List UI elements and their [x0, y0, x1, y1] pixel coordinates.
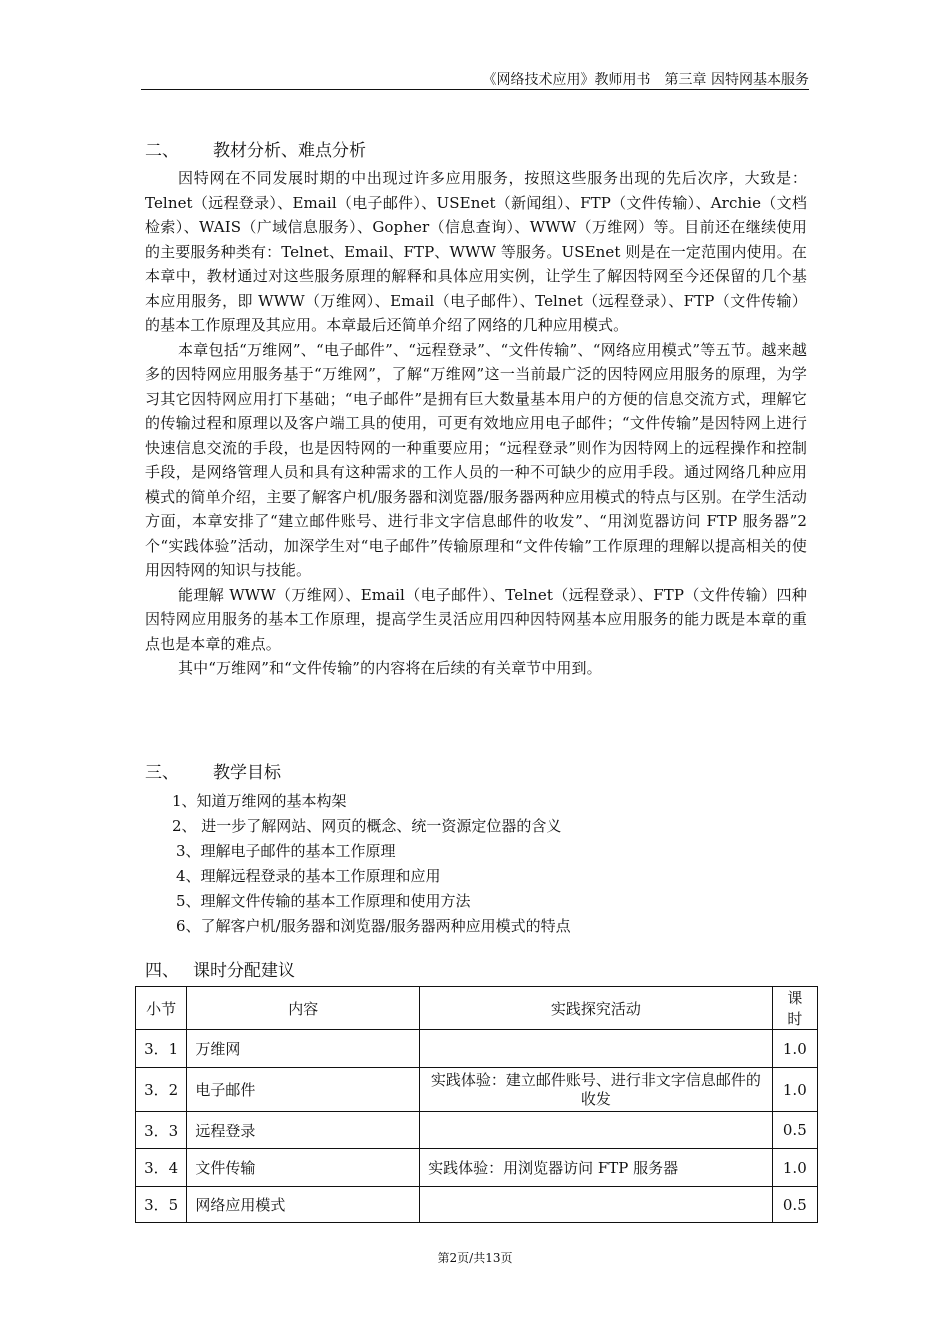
section-3-heading — [145, 761, 281, 785]
cell-content: 万维网 — [187, 1030, 420, 1068]
cell-activity — [420, 1112, 773, 1149]
section-2-body — [145, 166, 807, 681]
column-header: 课时 — [772, 987, 817, 1030]
section-4-number: 四、 — [145, 961, 179, 981]
cell-content: 文件传输 — [187, 1149, 420, 1187]
cell-activity: 实践体验：用浏览器访问 FTP 服务器 — [420, 1149, 773, 1187]
cell-activity — [420, 1187, 773, 1223]
lesson-schedule-table — [135, 986, 818, 1223]
cell-hours: 1.0 — [772, 1030, 817, 1068]
table-row — [136, 1149, 818, 1187]
cell-section: 3．1 — [136, 1030, 187, 1068]
header-rule — [141, 89, 809, 90]
section-4-title: 课时分配建议 — [193, 961, 295, 981]
cell-section: 3．2 — [136, 1068, 187, 1112]
cell-hours: 0.5 — [772, 1112, 817, 1149]
section-2-number: 二、 — [145, 141, 179, 161]
paragraph: 能理解 WWW（万维网）、Email（电子邮件）、Telnet（远程登录）、FTP（文件传输）四种因特网应用服务的基本工作原理，提高学生灵活应用四种因特网基本应用服务的能力既是本章的重点也是本章的难点。 — [145, 585, 807, 653]
cell-hours: 0.5 — [772, 1187, 817, 1223]
goals-list — [172, 789, 571, 939]
table-row — [136, 1030, 818, 1068]
list-item: 6、了解客户机/服务器和浏览器/服务器两种应用模式的特点 — [176, 917, 571, 935]
section-3-title: 教学目标 — [213, 763, 281, 783]
table-row — [136, 1187, 818, 1223]
cell-section: 3．5 — [136, 1187, 187, 1223]
cell-hours: 1.0 — [772, 1149, 817, 1187]
cell-section: 3．3 — [136, 1112, 187, 1149]
section-2-heading — [145, 139, 366, 163]
table-row — [136, 1068, 818, 1112]
list-item: 1、知道万维网的基本构架 — [172, 792, 347, 810]
paragraph: 本章包括“万维网”、“电子邮件”、“远程登录”、“文件传输”、“网络应用模式”等五节。越来越多的因特网应用服务基于“万维网”，了解“万维网”这一当前最广泛的因特网应用服务的原理，为学习其它因特网应用打下基础；“电子邮件”是拥有巨大数量基本用户的方便的信息交流方式，理解它的传输过程和原理以及客户端工具的使用，可更有效地应用电子邮件；“文件传输”是因特网上进行快速信息交流的手段，也是因特网的一种重要应用；“远程登录”则作为因特网上的远程操作和控制手段，是网络管理人员和具有这种需求的工作人员的一种不可缺少的应用手段。通过网络几种应用模式的简单介绍，主要了解客户机/服务器和浏览器/服务器两种应用模式的特点与区别。在学生活动方面，本章安排了“建立邮件账号、进行非文字信息邮件的收发”、“用浏览器访问 FTP 服务器”2 个“实践体验”活动，加深学生对“电子邮件”传输原理和“文件传输”工作原理的理解以提高相关的使用因特网的知识与技能。 — [145, 340, 807, 579]
table-row — [136, 1112, 818, 1149]
cell-hours: 1.0 — [772, 1068, 817, 1112]
cell-content: 网络应用模式 — [187, 1187, 420, 1223]
column-header: 实践探究活动 — [420, 987, 773, 1030]
cell-content: 远程登录 — [187, 1112, 420, 1149]
cell-activity — [420, 1030, 773, 1068]
list-item: 2、 进一步了解网站、网页的概念、统一资源定位器的含义 — [172, 817, 562, 835]
section-2-title: 教材分析、难点分析 — [213, 141, 366, 161]
list-item: 4、理解远程登录的基本工作原理和应用 — [176, 867, 441, 885]
cell-content: 电子邮件 — [187, 1068, 420, 1112]
running-header: 《网络技术应用》教师用书 第三章 因特网基本服务 — [482, 72, 809, 88]
section-3-number: 三、 — [145, 763, 179, 783]
paragraph: 因特网在不同发展时期的中出现过许多应用服务，按照这些服务出现的先后次序，大致是：Telnet（远程登录）、Email（电子邮件）、USEnet（新闻组）、FTP（文件传输）、Archie（文档检索）、WAIS（广域信息服务）、Gopher（信息查询）、WWW（万维网）等。目前还在继续使用的主要服务种类有：Telnet、Email、FTP、WWW 等服务。USEnet 则是在一定范围内使用。在本章中，教材通过对这些服务原理的解释和具体应用实例，让学生了解因特网至今还保留的几个基本应用服务，即 WWW（万维网）、Email（电子邮件）、Telnet（远程登录）、FTP（文件传输）的基本工作原理及其应用。本章最后还简单介绍了网络的几种应用模式。 — [145, 169, 807, 334]
list-item: 3、理解电子邮件的基本工作原理 — [176, 842, 396, 860]
page-number: 第2页/共13页 — [437, 1251, 513, 1265]
section-4-heading — [145, 959, 295, 983]
cell-section: 3．4 — [136, 1149, 187, 1187]
table-header-row — [136, 987, 818, 1030]
cell-activity: 实践体验：建立邮件账号、进行非文字信息邮件的收发 — [420, 1068, 773, 1112]
paragraph: 其中“万维网”和“文件传输”的内容将在后续的有关章节中用到。 — [178, 659, 602, 677]
column-header: 小节 — [136, 987, 187, 1030]
list-item: 5、理解文件传输的基本工作原理和使用方法 — [176, 892, 471, 910]
column-header: 内容 — [187, 987, 420, 1030]
